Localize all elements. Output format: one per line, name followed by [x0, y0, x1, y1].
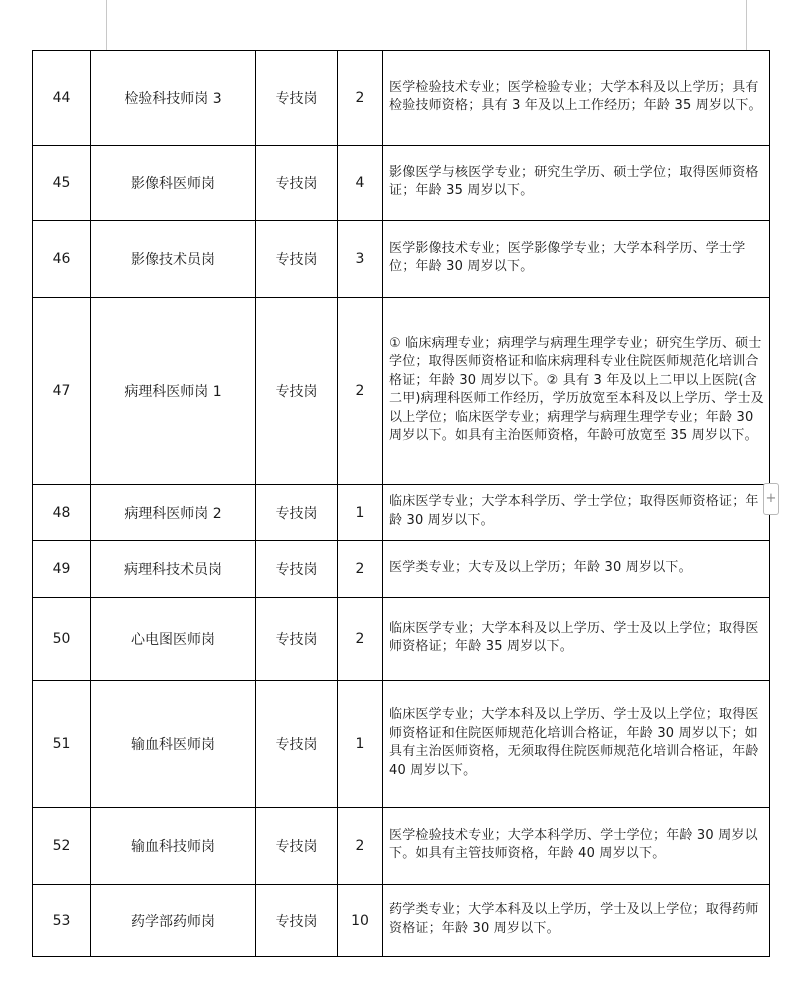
- table-row: [33, 51, 770, 146]
- table-row: [33, 885, 770, 957]
- hiring-count: 2: [338, 598, 383, 681]
- table-row: [33, 146, 770, 221]
- table-row: [33, 541, 770, 598]
- left-margin-mark: [106, 0, 107, 50]
- row-number: 53: [33, 885, 91, 957]
- row-number: 47: [33, 298, 91, 485]
- position-name: 心电图医师岗: [91, 598, 256, 681]
- add-column-button[interactable]: [763, 483, 779, 515]
- hiring-count: 3: [338, 221, 383, 298]
- hiring-count: 2: [338, 298, 383, 485]
- requirements-cell: 临床医学专业；大学本科及以上学历、学士及以上学位；取得医师资格证；年龄 35 周岁以下。: [383, 598, 770, 681]
- position-category: 专技岗: [256, 598, 338, 681]
- position-name: 检验科技师岗 3: [91, 51, 256, 146]
- requirements-cell: 医学检验技术专业；大学本科学历、学士学位；年龄 30 周岁以下。如具有主管技师资格，年龄 40 周岁以下。: [383, 808, 770, 885]
- position-category: 专技岗: [256, 681, 338, 808]
- position-name: 病理科技术员岗: [91, 541, 256, 598]
- position-category: 专技岗: [256, 298, 338, 485]
- position-name: 影像科医师岗: [91, 146, 256, 221]
- position-category: 专技岗: [256, 51, 338, 146]
- position-category: 专技岗: [256, 485, 338, 541]
- table-row: [33, 298, 770, 485]
- table-row: [33, 221, 770, 298]
- row-number: 49: [33, 541, 91, 598]
- requirements-cell: 药学类专业；大学本科及以上学历，学士及以上学位；取得药师资格证；年龄 30 周岁以下。: [383, 885, 770, 957]
- table-row: [33, 485, 770, 541]
- hiring-count: 1: [338, 485, 383, 541]
- position-category: 专技岗: [256, 885, 338, 957]
- plus-icon: +: [765, 491, 777, 506]
- table-row: [33, 598, 770, 681]
- position-name: 输血科技师岗: [91, 808, 256, 885]
- row-number: 45: [33, 146, 91, 221]
- row-number: 48: [33, 485, 91, 541]
- row-number: 51: [33, 681, 91, 808]
- hiring-count: 4: [338, 146, 383, 221]
- position-name: 病理科医师岗 1: [91, 298, 256, 485]
- hiring-count: 10: [338, 885, 383, 957]
- position-category: 专技岗: [256, 808, 338, 885]
- recruitment-table: [32, 50, 770, 957]
- position-category: 专技岗: [256, 146, 338, 221]
- position-category: 专技岗: [256, 221, 338, 298]
- hiring-count: 2: [338, 541, 383, 598]
- requirements-cell: ① 临床病理专业；病理学与病理生理学专业；研究生学历、硕士学位；取得医师资格证和临床病理科专业住院医师规范化培训合格证；年龄 30 周岁以下。② 具有 3 年及以上二甲以上医院(含二甲)病理科医师工作经历，学历放宽至本科及以上学历、学士及以上学位；临床医学专业；病理学与病理生理学专业；年龄 30 周岁以下。如具有主治医师资格，年龄可放宽至 35 周岁以下。: [383, 298, 770, 485]
- requirements-cell: 医学检验技术专业；医学检验专业；大学本科及以上学历；具有检验技师资格；具有 3 年及以上工作经历；年龄 35 周岁以下。: [383, 51, 770, 146]
- right-margin-mark: [746, 0, 747, 50]
- requirements-cell: 医学类专业；大专及以上学历；年龄 30 周岁以下。: [383, 541, 770, 598]
- position-name: 药学部药师岗: [91, 885, 256, 957]
- row-number: 46: [33, 221, 91, 298]
- requirements-cell: 临床医学专业；大学本科学历、学士学位；取得医师资格证；年龄 30 周岁以下。: [383, 485, 770, 541]
- hiring-count: 1: [338, 681, 383, 808]
- hiring-count: 2: [338, 808, 383, 885]
- row-number: 44: [33, 51, 91, 146]
- hiring-count: 2: [338, 51, 383, 146]
- requirements-cell: 临床医学专业；大学本科及以上学历、学士及以上学位；取得医师资格证和住院医师规范化培训合格证，年龄 30 周岁以下；如具有主治医师资格，无须取得住院医师规范化培训合格证，年龄 40 周岁以下。: [383, 681, 770, 808]
- table-row: [33, 808, 770, 885]
- requirements-cell: 影像医学与核医学专业；研究生学历、硕士学位；取得医师资格证；年龄 35 周岁以下。: [383, 146, 770, 221]
- position-name: 影像技术员岗: [91, 221, 256, 298]
- table-row: [33, 681, 770, 808]
- position-category: 专技岗: [256, 541, 338, 598]
- requirements-cell: 医学影像技术专业；医学影像学专业；大学本科学历、学士学位；年龄 30 周岁以下。: [383, 221, 770, 298]
- row-number: 52: [33, 808, 91, 885]
- row-number: 50: [33, 598, 91, 681]
- position-name: 输血科医师岗: [91, 681, 256, 808]
- position-name: 病理科医师岗 2: [91, 485, 256, 541]
